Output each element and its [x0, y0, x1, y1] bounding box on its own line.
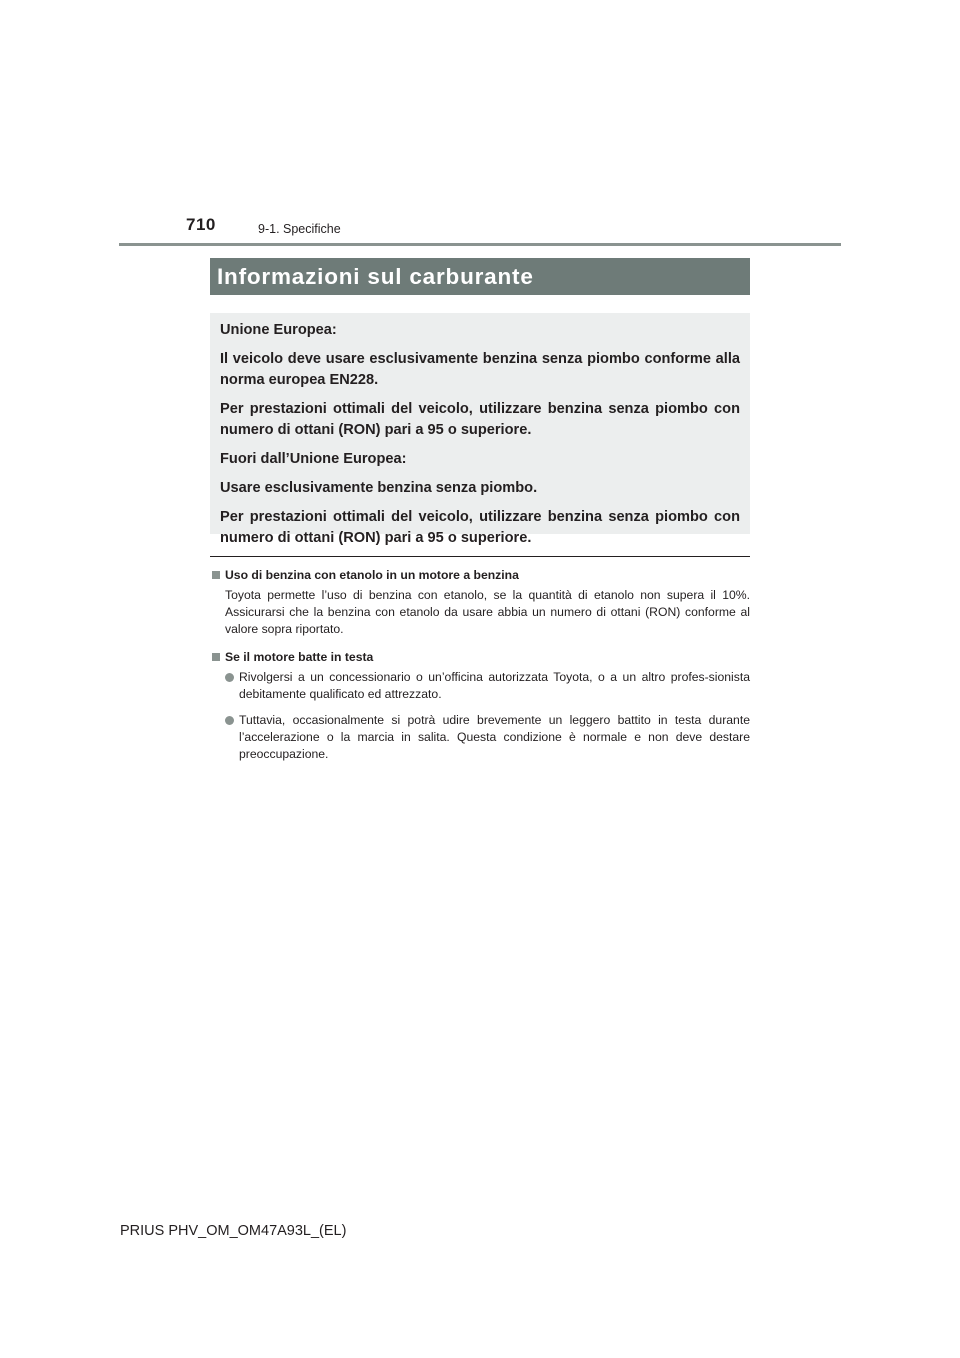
list-item-text: Tuttavia, occasionalmente si potrà udire brevemente un leggero battito in testa durante l’accelerazione o la marcia in salita. Questa condizione è normale e non deve destare preoccupazione. [239, 713, 750, 761]
round-bullet-icon [225, 673, 234, 682]
fuel-info-box [210, 313, 750, 546]
section-label: 9-1. Specifiche [258, 222, 341, 236]
eu-heading: Unione Europea: [220, 322, 337, 338]
eu-requirement: Il veicolo deve usare esclusivamente benzina senza piombo conforme alla norma europea EN228. [220, 351, 740, 388]
note-heading-text: Uso di benzina con etanolo in un motore a benzina [225, 568, 519, 582]
non-eu-requirement: Usare esclusivamente benzina senza piombo. [220, 480, 538, 496]
list-item [225, 712, 750, 763]
square-bullet-icon [212, 571, 220, 579]
note-body: Toyota permette l’uso di benzina con etanolo, se la quantità di etanolo non supera il 10%. Assicurarsi che la benzina con etanolo da usare abbia un numero di ottani (RON) conforme al valore sopra riportato. [225, 588, 750, 636]
non-eu-heading: Fuori dall’Unione Europea: [220, 451, 407, 467]
note-heading-text: Se il motore batte in testa [225, 650, 374, 664]
square-bullet-icon [212, 653, 220, 661]
non-eu-performance: Per prestazioni ottimali del veicolo, utilizzare benzina senza piombo con numero di ottani (RON) pari a 95 o superiore. [220, 509, 740, 546]
note-heading [212, 567, 750, 584]
list-item [225, 669, 750, 703]
page-title: Informazioni sul carburante [210, 258, 750, 295]
round-bullet-icon [225, 716, 234, 725]
header-rule [119, 243, 841, 246]
document-footer: PRIUS PHV_OM_OM47A93L_(EL) [120, 1223, 347, 1239]
section-divider [210, 556, 750, 557]
notes-section [212, 567, 750, 772]
page-number: 710 [186, 215, 216, 234]
eu-performance: Per prestazioni ottimali del veicolo, utilizzare benzina senza piombo con numero di ottani (RON) pari a 95 o superiore. [220, 401, 740, 438]
note-heading [212, 649, 750, 666]
list-item-text: Rivolgersi a un concessionario o un’officina autorizzata Toyota, o a un altro profes-sionista debitamente qualificato ed attrezzato. [239, 670, 750, 701]
